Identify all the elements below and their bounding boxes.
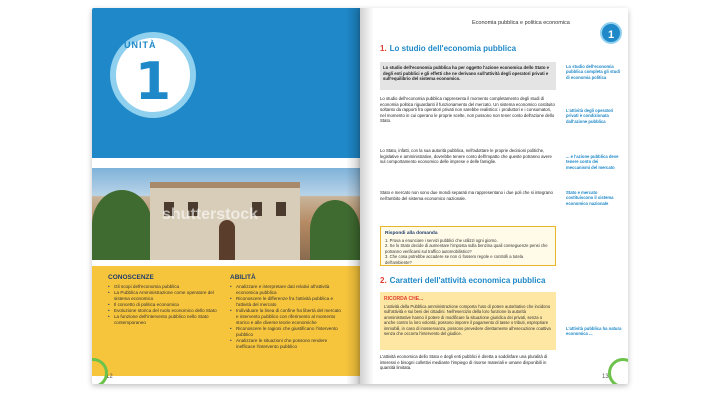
exercise-heading: Rispondi alla domanda (385, 231, 438, 236)
exercise-question: 2. Se lo Stato decide di aumentare l'imposta sulla benzina quali conseguenze pensi che potranno verificarsi sul traffico automobilistico? (385, 243, 548, 254)
tree-shape (92, 190, 152, 260)
list-item: • Il concetto di politica economica (108, 302, 220, 308)
window-shape (276, 202, 286, 216)
left-page (92, 8, 360, 384)
recall-heading: RICORDA CHE... (384, 296, 424, 302)
page-corner-decoration (608, 358, 628, 384)
page-number-left: 12 (106, 374, 113, 380)
margin-note: Stato e mercato costituiscono il sistema economico nazionale (566, 190, 614, 206)
government-building-photo (92, 168, 360, 260)
section-2-title (380, 276, 545, 285)
section-number: 1. (380, 44, 387, 53)
section-title-text: Lo studio dell'economia pubblica (389, 44, 517, 53)
paragraph: Lo studio dell'economia pubblica rappresenta il momento completamento degli studi di economia politica riguardanti il funzionamento del mercato. Un sistema economico costituito soltanto da rapporti fra operatori privati non sarebbe realistico: i produttori e i consumatori, nel momento in cui operano le proprie scelte, non possono non tener conto dell'azione dello Stato. (380, 96, 555, 124)
title-line: E POLITICA (204, 80, 300, 99)
exercise-box (380, 226, 556, 266)
list-item: • Analizzare le situazioni che possono rendere inefficace l'intervento pubblico (230, 338, 342, 350)
unit-corner-badge: 1 (600, 22, 622, 44)
list-item: • La Pubblica Amministrazione come operatore del sistema economico (108, 290, 220, 302)
margin-note: L'attività pubblica ha natura economica ... (566, 326, 622, 337)
unit-word: UNITÀ (124, 40, 157, 50)
closing-paragraph: L'attività economica dello Stato e degli enti pubblici è diretta a soddisfare una pluralità di interessi e bisogni collettivi mediante l'impiego di risorse materiali e umane disponibili in quantità limitata. (380, 354, 548, 371)
title-line: ECONOMICA (204, 100, 310, 119)
recall-box (380, 292, 556, 350)
unit-title (204, 40, 354, 120)
right-page (360, 8, 628, 384)
section-number: 2. (380, 276, 387, 285)
unit-badge (110, 32, 196, 118)
list-item: • Evoluzione storica del ruolo economico dello Stato (108, 308, 220, 314)
intro-box: Lo studio dell'economia pubblica ha per oggetto l'azione economica dello Stato e degli enti pubblici e gli effetti che ne derivano sull'attività degli operatori privati e sull'equilibrio del sistema economico. (380, 62, 556, 90)
conoscenze-column (108, 274, 220, 326)
page-number-right: 13 (602, 374, 609, 380)
door-shape (219, 220, 235, 260)
exercise-question: 3. Che cosa potrebbe accadere se non ci fossero regole e controlli a tutela dell'ambiente? (385, 254, 524, 265)
abilita-column (230, 274, 342, 350)
list-item: • Analizzare e interpretare dati relativi all'attività economica pubblica (230, 284, 342, 296)
title-line: ECONOMIA (204, 40, 298, 59)
title-line: PUBBLICA (204, 60, 292, 79)
paragraph: Stato e mercato non sono due mondi separati ma rappresentano i due poli che si integrano nell'ambito del sistema economico nazionale. (380, 190, 553, 201)
list-item: • La funzione dell'intervento pubblico nello Stato contemporaneo (108, 314, 220, 326)
list-item: • Individuare la linea di confine fra libertà del mercato e intervento pubblico con riferimento al momento storico e alle diverse teorie economiche (230, 308, 342, 326)
book-gutter-shadow (346, 8, 374, 384)
list-item: • Riconoscere le differenze fra l'attività pubblica e l'attività del mercato (230, 296, 342, 308)
abilita-heading: ABILITÀ (230, 274, 256, 281)
running-header: Economia pubblica e politica economica (472, 20, 570, 26)
conoscenze-heading: CONOSCENZE (108, 274, 154, 281)
section-title-text: Caratteri dell'attività economica pubblica (389, 276, 546, 285)
recall-text: L'attività della Pubblica amministrazione comporta l'uso di potere autoritativo che incidono sull'attività e sui beni dei cittadini. Nell'esercizio della loro funzione la autorità amministrative hanno il potere di modificare la situazione giuridica dei privati, senza o anche contro la loro volontà; possono imporre il pagamento di tasse o tributi, espropriare immobili, in caso di inosservanza, possono prevedere direttamente all'esecuzione coattiva senza che occorra l'intervento del giudice. (384, 304, 551, 337)
margin-note: L'attività degli operatori privati è condizionata dall'azione pubblica (566, 108, 614, 124)
paragraph: Lo Stato, infatti, con la sua autorità pubblica, nell'adottare le proprie decisioni politiche, legislative e amministrative, dovrebbe tenere conto dell'impatto che queste potranno avere sul comportamento economico delle imprese e delle famiglie. (380, 148, 552, 165)
unit-header-band (92, 8, 360, 158)
exercise-question: 1. Prova a enunciare i servizi pubblici che utilizzi ogni giorno. (385, 238, 498, 243)
open-textbook (92, 8, 628, 392)
margin-note: ... e l'azione pubblica deve tenere conto dei meccanismi del mercato (566, 154, 619, 170)
list-item: • Riconoscere le ragioni che giustificano l'intervento pubblico (230, 326, 342, 338)
section-1-title (380, 44, 516, 53)
list-item: • Gli scopi dell'economia pubblica (108, 284, 220, 290)
stock-watermark: shutterstock (162, 206, 259, 223)
unit-number: 1 (134, 52, 172, 112)
margin-note: Lo studio dell'economia pubblica completa gli studi di economia politica (566, 64, 620, 80)
